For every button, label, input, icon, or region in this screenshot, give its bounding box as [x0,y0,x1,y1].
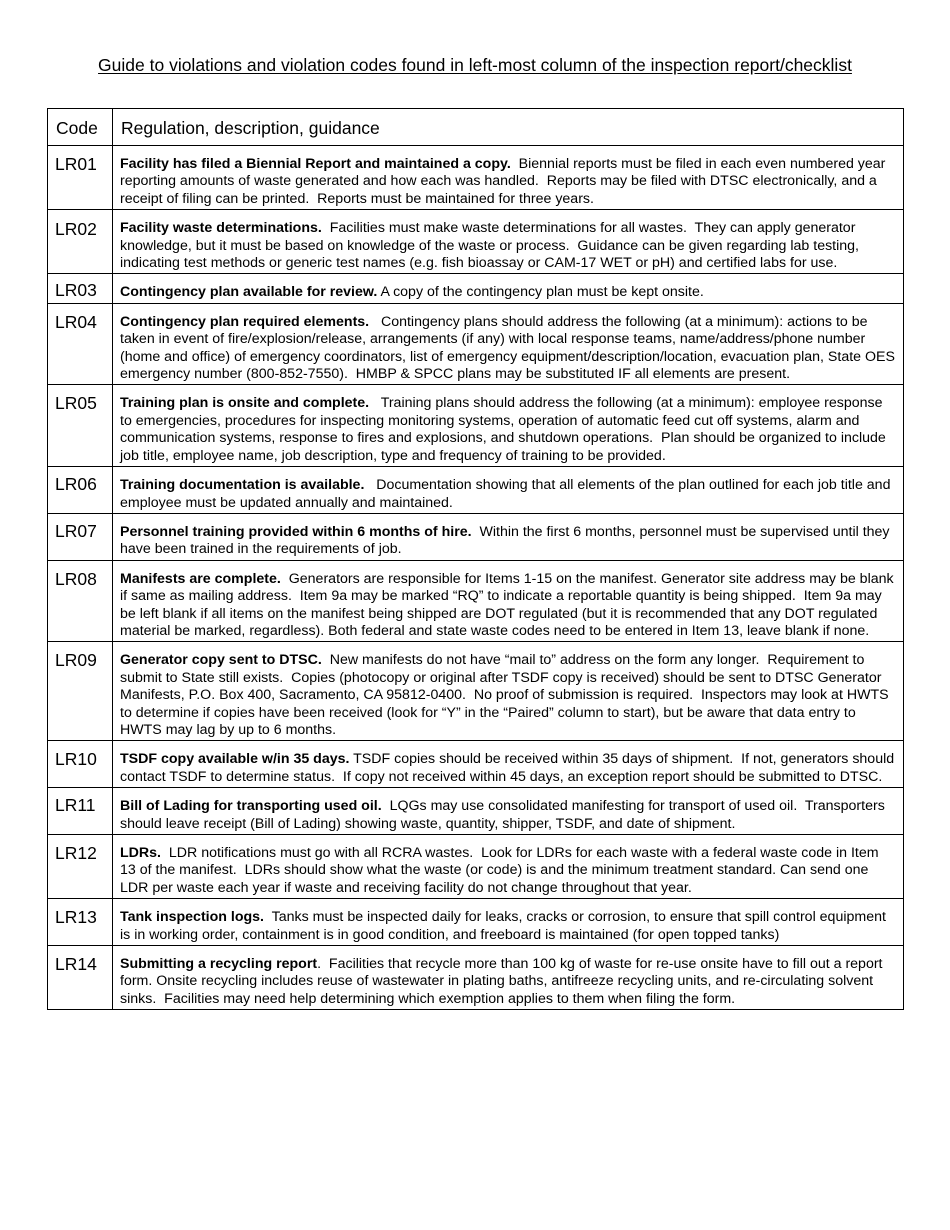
violation-description [113,210,904,274]
violation-title: Training documentation is available. [120,477,365,494]
violation-code: LR13 [48,899,113,946]
table-row [48,146,904,210]
violation-guidance: TSDF copies should be received within 35 days of shipment. If not, generators should contact TSDF to determine status. If copy not received within 45 days, an exception report should be submitted to DTSC. [120,751,899,785]
violation-description [113,946,904,1010]
violation-code: LR12 [48,835,113,899]
violation-title: Personnel training provided within 6 months of hire. [120,523,472,540]
violation-description [113,385,904,467]
table-row [48,788,904,835]
table-row [48,899,904,946]
violation-guidance: A copy of the contingency plan must be kept onsite. [377,284,704,301]
violation-description [113,146,904,210]
violation-code: LR07 [48,513,113,560]
violation-title: Tank inspection logs. [120,909,264,926]
table-row [48,835,904,899]
violation-code: LR09 [48,642,113,741]
violation-guidance: Documentation showing that all elements of the plan outlined for each job title and employee must be updated annually and maintained. [120,477,895,511]
violation-code: LR06 [48,467,113,514]
violation-guidance: Generators are responsible for Items 1-15 on the manifest. Generator site address may be blank if same as mailing address. Item 9a may be marked “RQ” to indicate a reportable quantity is being shipped. Item 9a may be left blank if all items on the manifest being shipped are DOT regulated (but it is recommended that any DOT regulated material be marked, regardless). Both federal and state waste codes need to be entered in Item 13, leave blank if none. [120,570,898,639]
violation-title: Facility waste determinations. [120,220,322,237]
violation-title: Contingency plan available for review. [120,284,378,301]
violation-code: LR08 [48,560,113,642]
page-title: Guide to violations and violation codes found in left-most column of the inspection report/checklist [98,55,852,75]
violation-title: Manifests are complete. [120,570,281,587]
violation-description [113,560,904,642]
violation-code: LR11 [48,788,113,835]
violation-guidance: Facilities must make waste determinations for all wastes. They can apply generator knowledge, but it must be based on knowledge of the waste or process. Guidance can be given regarding lab testing, indicating test methods or generic test names (e.g. fish bioassay or CAM-17 WET or pH) and certified labs for use. [120,220,863,272]
table-row [48,513,904,560]
violation-description [113,303,904,385]
violation-title: TSDF copy available w/in 35 days. [120,751,350,768]
column-header-description: Regulation, description, guidance [113,109,904,146]
violation-title: Contingency plan required elements. [120,313,370,330]
violation-guidance: Within the first 6 months, personnel must be supervised until they have been trained in the requirements of job. [120,523,894,558]
violation-description [113,642,904,741]
violation-description [113,899,904,946]
violation-description [113,788,904,835]
violation-code: LR01 [48,146,113,210]
violation-guidance: Biennial reports must be filed in each even numbered year reporting amounts of waste generated and how each was handled. Reports may be filed with DTSC electronically, and a receipt of filing can be printed. Reports must be maintained for three years. [120,156,890,207]
table-row [48,210,904,274]
violation-title: Bill of Lading for transporting used oil. [120,798,382,815]
table-row [48,642,904,741]
table-row [48,560,904,642]
column-header-code: Code [48,109,113,146]
violation-description [113,274,904,303]
violation-title: Generator copy sent to DTSC. [120,652,322,669]
table-row [48,946,904,1010]
violation-guidance: Contingency plans should address the following (at a minimum): actions to be taken in event of fire/explosion/release, arrangements (if any) with local response teams, name/address/phone number (home and office) of emergency coordinators, list of emergency equipment/description/location, evacuation plan, State OES emergency number (800-852-7550). HMBP & SPCC plans may be substituted IF all elements are present. [120,313,899,383]
table-row [48,741,904,788]
violation-code: LR05 [48,385,113,467]
table-row [48,303,904,385]
violation-description [113,835,904,899]
table-header-row [48,109,904,146]
violation-code: LR14 [48,946,113,1010]
violation-title: Facility has filed a Biennial Report and maintained a copy. [120,156,511,172]
violation-code: LR03 [48,274,113,303]
violation-description [113,513,904,560]
violation-description [113,741,904,788]
violation-code: LR04 [48,303,113,385]
violation-description [113,467,904,514]
violation-title: Training plan is onsite and complete. [120,395,370,412]
violation-title: Submitting a recycling report [120,956,318,973]
violation-guidance: LDR notifications must go with all RCRA wastes. Look for LDRs for each waste with a federal waste code in Item 13 of the manifest. LDRs should show what the waste (or code) is and the minimum treatment standard. Can send one LDR per waste each year if waste and receiving facility do not change throughout that year. [120,845,883,896]
violation-code: LR02 [48,210,113,274]
violation-code: LR10 [48,741,113,788]
table-row [48,385,904,467]
violation-codes-table [47,108,904,1010]
violation-guidance: LQGs may use consolidated manifesting for transport of used oil. Transporters should leave receipt (Bill of Lading) showing waste, quantity, shipper, TSDF, and date of shipment. [120,798,889,832]
violation-title: LDRs. [120,845,161,861]
table-row [48,274,904,303]
violation-guidance: Tanks must be inspected daily for leaks, cracks or corrosion, to ensure that spill control equipment is in working order, containment is in good condition, and freeboard is maintained (for open topped tanks) [120,909,890,943]
violation-guidance: Training plans should address the following (at a minimum): employee response to emergencies, procedures for inspecting monitoring systems, operation of automatic feed cut off systems, alarm and communication systems, response to fires and explosions, and shutdown operations. Plan should be organized to include job title, employee name, job description, type and frequency of training to be provided. [120,395,890,464]
violation-guidance: . Facilities that recycle more than 100 kg of waste for re-use onsite have to fill out a report form. Onsite recycling includes reuse of wastewater in plating baths, antifreeze recycling units, and re-circulating solvent sinks. Facilities may need help determining which exemption applies to them when filing the form. [120,956,887,1007]
violation-guidance: New manifests do not have “mail to” address on the form any longer. Requirement to submit to State still exists. Copies (photocopy or original after TSDF copy is received) should be sent to DTSC Generator Manifests, P.O. Box 400, Sacramento, CA 95812-0400. No proof of submission is required. Inspectors may look at HWTS to determine if copies have been received (look for “Y” in the “Paired” column to start), but be aware that data entry to HWTS may lag by up to 6 months. [120,652,893,738]
table-row [48,467,904,514]
